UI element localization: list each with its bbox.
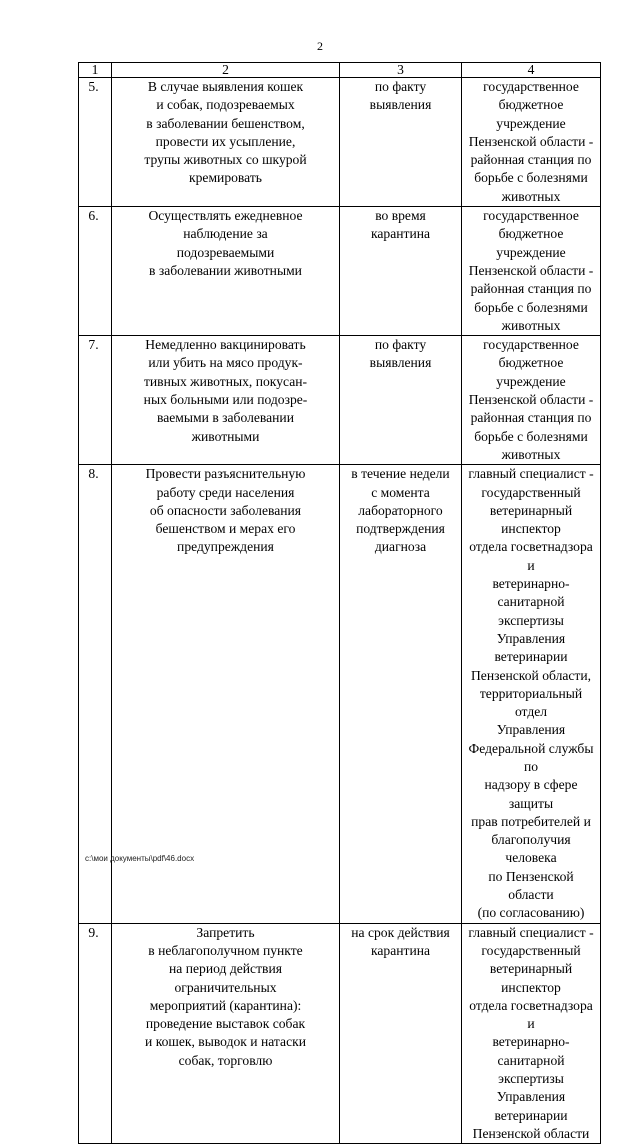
row-responsible: государственное бюджетное учреждение Пензенской области - районная станция по борьбе с болезнями животных bbox=[462, 207, 601, 336]
table-row bbox=[79, 78, 601, 207]
row-number: 6. bbox=[79, 207, 112, 336]
measures-table bbox=[78, 62, 601, 1144]
header-col-1: 1 bbox=[79, 63, 112, 78]
table-row bbox=[79, 336, 601, 465]
header-col-3: 3 bbox=[340, 63, 462, 78]
header-col-4: 4 bbox=[462, 63, 601, 78]
row-number: 9. bbox=[79, 923, 112, 1144]
row-number: 7. bbox=[79, 336, 112, 465]
row-action: В случае выявления кошек и собак, подозреваемых в заболевании бешенством, провести их усыпление, трупы животных со шкурой кремировать bbox=[112, 78, 340, 207]
header-col-2: 2 bbox=[112, 63, 340, 78]
row-responsible: главный специалист - государственный ветеринарный инспектор отдела госветнадзора и ветеринарно-санитарной экспертизы Управления ветеринарии Пензенской области, территориальный отдел Управления Федеральной службы по надзору в сфере защиты прав потребителей и благополучия человека по Пензенской области (по согласованию) bbox=[462, 465, 601, 923]
row-action: Немедленно вакцинировать или убить на мясо продук- тивных животных, покусан- ных больными или подозре- ваемыми в заболевании животными bbox=[112, 336, 340, 465]
row-term: по факту выявления bbox=[340, 336, 462, 465]
row-action: Провести разъяснительную работу среди населения об опасности заболевания бешенством и мерах его предупреждения bbox=[112, 465, 340, 923]
document-file-path: c:\мои документы\pdf\46.docx bbox=[85, 854, 195, 863]
row-responsible: главный специалист - государственный ветеринарный инспектор отдела госветнадзора и ветеринарно-санитарной экспертизы Управления ветеринарии Пензенской области bbox=[462, 923, 601, 1144]
row-action: Осуществлять ежедневное наблюдение за подозреваемыми в заболевании животными bbox=[112, 207, 340, 336]
row-term: во время карантина bbox=[340, 207, 462, 336]
table-header-row bbox=[79, 63, 601, 78]
row-term: по факту выявления bbox=[340, 78, 462, 207]
row-responsible: государственное бюджетное учреждение Пензенской области - районная станция по борьбе с болезнями животных bbox=[462, 336, 601, 465]
row-term: в течение недели с момента лабораторного подтверждения диагноза bbox=[340, 465, 462, 923]
row-action: Запретить в неблагополучном пункте на период действия ограничительных мероприятий (карантина): проведение выставок собак и кошек, выводок и натаски собак, торговлю bbox=[112, 923, 340, 1144]
row-number: 5. bbox=[79, 78, 112, 207]
page-number: 2 bbox=[317, 39, 323, 53]
table-row bbox=[79, 207, 601, 336]
row-number: 8. bbox=[79, 465, 112, 923]
row-term: на срок действия карантина bbox=[340, 923, 462, 1144]
table-row bbox=[79, 923, 601, 1144]
row-responsible: государственное бюджетное учреждение Пензенской области - районная станция по борьбе с болезнями животных bbox=[462, 78, 601, 207]
